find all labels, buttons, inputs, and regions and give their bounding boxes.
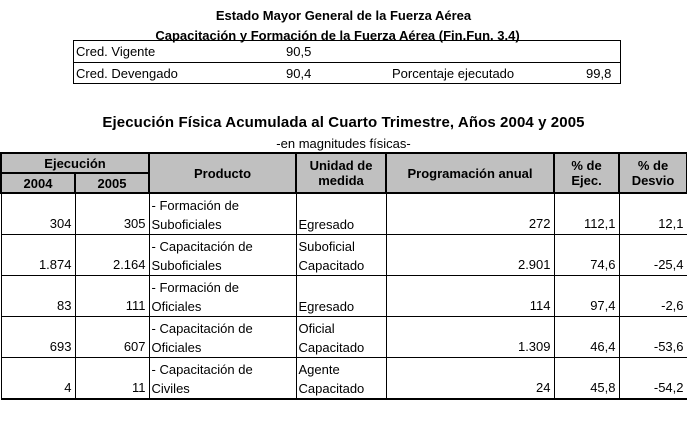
- porcentaje-label: Porcentaje ejecutado: [392, 66, 515, 81]
- unidad-line2: Capacitado: [298, 340, 365, 355]
- section-title: Ejecución Física Acumulada al Cuarto Trimestre, Años 2004 y 2005: [102, 114, 585, 131]
- execution-table: [0, 152, 687, 400]
- cell-2005: 2.164: [75, 235, 149, 276]
- header-pct-ejec: [554, 153, 619, 193]
- cell-pct-desvio: -53,6: [619, 317, 687, 358]
- cell-unidad: [296, 193, 386, 235]
- cell-producto: [149, 193, 296, 235]
- cell-2004: 693: [1, 317, 75, 358]
- report-title: Estado Mayor General de la Fuerza Aérea: [215, 8, 472, 23]
- unidad-line1: Suboficial: [298, 239, 355, 254]
- cell-programacion: 272: [386, 193, 554, 235]
- header-unidad-line2: medida: [318, 173, 364, 188]
- header-unidad: [296, 153, 386, 193]
- cell-unidad: [296, 358, 386, 400]
- cell-unidad: [296, 276, 386, 317]
- producto-line1: - Capacitación de: [151, 321, 253, 336]
- cell-producto: [149, 317, 296, 358]
- header-unidad-line1: Unidad de: [309, 158, 373, 173]
- producto-line1: - Capacitación de: [151, 362, 253, 377]
- report-subtitle: Capacitación y Formación de la Fuerza Aérea (Fin.Fun. 3.4): [155, 28, 520, 43]
- unidad-line2: Capacitado: [298, 381, 365, 396]
- table-row: [1, 235, 687, 276]
- cred-devengado-value: 90,4: [286, 66, 312, 81]
- cell-2005: 11: [75, 358, 149, 400]
- cell-producto: [149, 358, 296, 400]
- producto-line2: Civiles: [151, 381, 190, 396]
- unidad-line2: Egresado: [298, 299, 355, 314]
- cred-vigente-value: 90,5: [286, 44, 312, 59]
- cred-vigente-label: Cred. Vigente: [76, 44, 156, 59]
- cell-2005: 305: [75, 193, 149, 235]
- cred-devengado-label: Cred. Devengado: [76, 66, 178, 81]
- cell-pct-ejec: 45,8: [554, 358, 619, 400]
- cell-2004: 1.874: [1, 235, 75, 276]
- producto-line2: Suboficiales: [151, 258, 222, 273]
- section-subtitle: -en magnitudes físicas-: [276, 136, 411, 151]
- header-ejecucion: Ejecución: [1, 153, 149, 173]
- table-row: [1, 358, 687, 400]
- producto-line1: - Formación de: [151, 280, 239, 295]
- producto-line1: - Capacitación de: [151, 239, 253, 254]
- cell-pct-ejec: 97,4: [554, 276, 619, 317]
- header-pct-desvio: [619, 153, 687, 193]
- cell-pct-ejec: 112,1: [554, 193, 619, 235]
- cell-2004: 304: [1, 193, 75, 235]
- table-row: [1, 317, 687, 358]
- producto-line1: - Formación de: [151, 198, 239, 213]
- cell-2004: 83: [1, 276, 75, 317]
- producto-line2: Oficiales: [151, 340, 202, 355]
- credits-divider: [74, 62, 620, 63]
- header-2005: 2005: [75, 173, 149, 193]
- table-row: [1, 276, 687, 317]
- porcentaje-value: 99,8: [586, 66, 612, 81]
- cell-pct-desvio: -54,2: [619, 358, 687, 400]
- cell-programacion: 24: [386, 358, 554, 400]
- unidad-line1: Agente: [298, 362, 340, 377]
- header-pct-desvio-line2: Desvio: [631, 173, 675, 188]
- header-2004: 2004: [1, 173, 75, 193]
- header-producto: Producto: [149, 153, 296, 193]
- cell-programacion: 2.901: [386, 235, 554, 276]
- cell-2005: 111: [75, 276, 149, 317]
- cell-programacion: 1.309: [386, 317, 554, 358]
- cell-producto: [149, 276, 296, 317]
- producto-line2: Suboficiales: [151, 217, 222, 232]
- cell-2004: 4: [1, 358, 75, 400]
- unidad-line2: Capacitado: [298, 258, 365, 273]
- cell-producto: [149, 235, 296, 276]
- cell-pct-desvio: -25,4: [619, 235, 687, 276]
- header-pct-desvio-line1: % de: [637, 158, 669, 173]
- cell-pct-ejec: 46,4: [554, 317, 619, 358]
- cell-pct-ejec: 74,6: [554, 235, 619, 276]
- table-row: [1, 193, 687, 235]
- cell-pct-desvio: -2,6: [619, 276, 687, 317]
- header-pct-ejec-line1: % de: [571, 158, 602, 173]
- producto-line2: Oficiales: [151, 299, 202, 314]
- unidad-line2: Egresado: [298, 217, 355, 232]
- cell-2005: 607: [75, 317, 149, 358]
- cell-programacion: 114: [386, 276, 554, 317]
- cell-unidad: [296, 235, 386, 276]
- credits-box: [73, 40, 621, 84]
- header-pct-ejec-line2: Ejec.: [571, 173, 602, 188]
- cell-unidad: [296, 317, 386, 358]
- header-programacion: Programación anual: [386, 153, 554, 193]
- unidad-line1: Oficial: [298, 321, 335, 336]
- cell-pct-desvio: 12,1: [619, 193, 687, 235]
